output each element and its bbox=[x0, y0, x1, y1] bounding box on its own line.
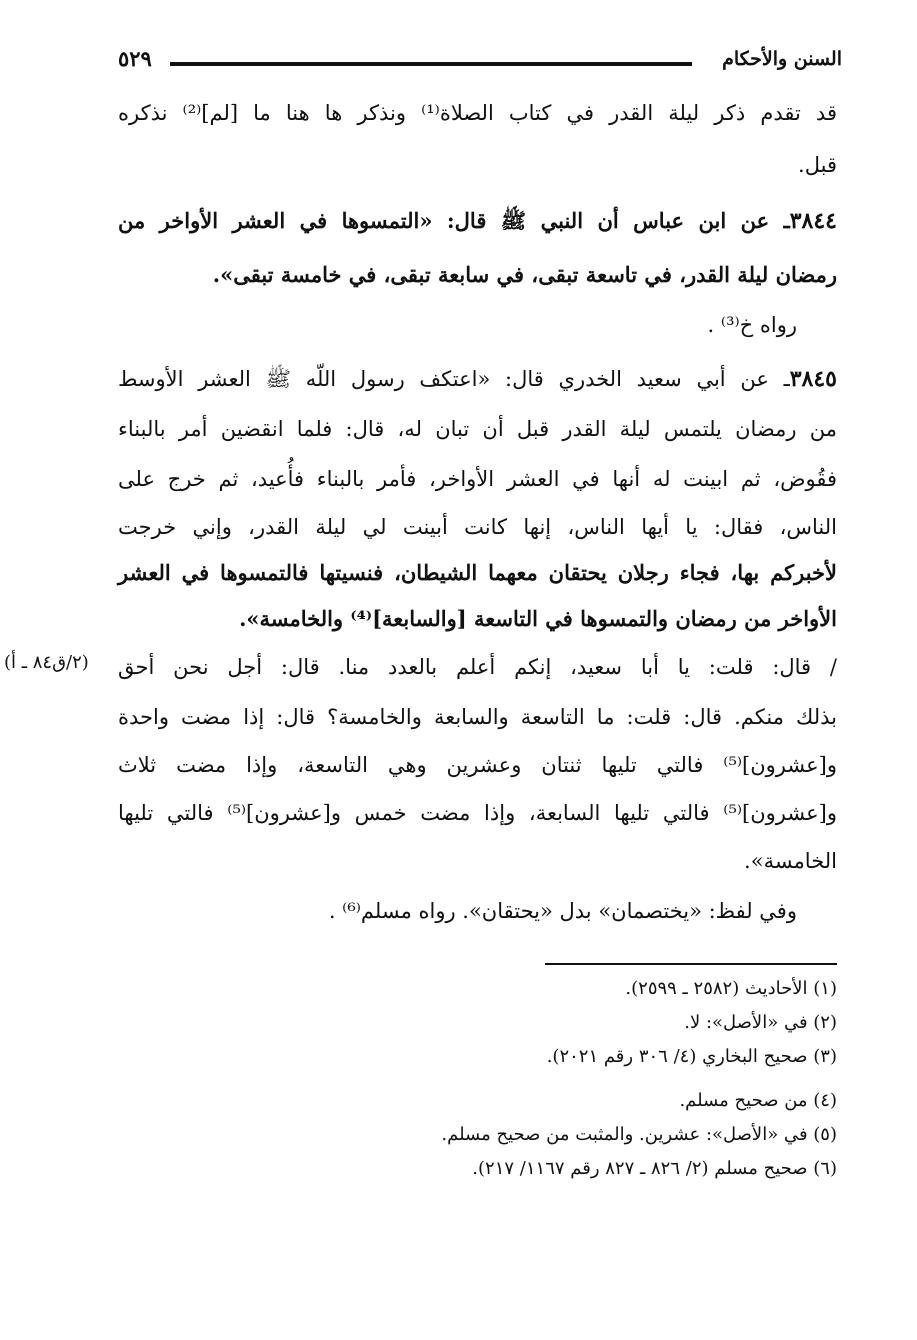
hadith-3845-line-4: الناس، فقال: يا أيها الناس، إنها كانت أبينت لي ليلة القدر، وإني خرجت bbox=[118, 515, 837, 539]
hadith-3845-line-8: بذلك منكم. قال: قلت: ما التاسعة والسابعة والخامسة؟ قال: إذا مضت واحدة bbox=[118, 705, 837, 729]
hadith-3845-line-1: ٣٨٤٥ـ عن أبي سعيد الخدري قال: «اعتكف رسول اللّه ﷺ العشر الأوسط bbox=[118, 366, 837, 392]
footnote: (٥) في «الأصل»: عشرين. والمثبت من صحيح مسلم. bbox=[441, 1124, 837, 1145]
intro-line: قبل. bbox=[798, 153, 837, 177]
hadith-3845-line-11: الخامسة». bbox=[744, 849, 837, 873]
hadith-3845-line-3: فقُوض، ثم ابينت له أنها في العشر الأواخر، فأمر بالبناء فأُعيد، ثم خرج على bbox=[118, 467, 837, 491]
footnote: (١) الأحاديث (٢٥٨٢ ـ ٢٥٩٩). bbox=[625, 978, 837, 999]
footnote: (٢) في «الأصل»: لا. bbox=[684, 1012, 837, 1033]
hadith-3844-line-2: رمضان ليلة القدر، في تاسعة تبقى، في سابعة تبقى، في خامسة تبقى». bbox=[212, 262, 837, 287]
hadith-3845-line-7: / قال: قلت: يا أبا سعيد، إنكم أعلم بالعدد منا. قال: أجل نحن أحق bbox=[118, 655, 837, 679]
footnote: (٣) صحيح البخاري (٤/ ٣٠٦ رقم ٢٠٢١). bbox=[546, 1046, 837, 1067]
running-title: السنن والأحكام bbox=[722, 48, 842, 70]
hadith-number: ٣٨٤٥ bbox=[789, 366, 837, 392]
hadith-3845-line-9: و[عشرون]⁽⁵⁾ فالتي تليها ثنتان وعشرين وهي التاسعة، وإذا مضت ثلاث bbox=[118, 753, 837, 777]
footnote-separator bbox=[545, 963, 837, 965]
manuscript-folio-note: (٢/ق٨٤ ـ أ) bbox=[4, 652, 89, 673]
hadith-3845-line-6: الأواخر من رمضان والتمسوها في التاسعة [والسابعة]⁽⁴⁾ والخامسة». bbox=[239, 606, 837, 631]
hadith-3845-line-5: لأخبركم بها، فجاء رجلان يحتقان معهما الشيطان، فنسيتها فالتمسوها في العشر bbox=[118, 560, 837, 585]
intro-line: قد تقدم ذكر ليلة القدر في كتاب الصلاة⁽¹⁾ ونذكر ها هنا ما [لم]⁽²⁾ نذكره bbox=[118, 101, 837, 125]
hadith-number: ٣٨٤٤ bbox=[789, 208, 837, 234]
hadith-3845-line-12: وفي لفظ: «يختصمان» بدل «يحتقان». رواه مسلم⁽⁶⁾ . bbox=[328, 899, 797, 923]
page-number: ٥٢٩ bbox=[118, 46, 152, 71]
hadith-3844-line-1: ٣٨٤٤ـ عن ابن عباس أن النبي ﷺ قال: «التمسوها في العشر الأواخر من bbox=[118, 208, 837, 234]
hadith-3844-line-3: رواه خ⁽³⁾ . bbox=[707, 313, 797, 337]
hadith-3845-line-2: من رمضان يلتمس ليلة القدر قبل أن تبان له، قال: فلما انقضين أمر بالبناء bbox=[118, 417, 837, 441]
footnote: (٤) من صحيح مسلم. bbox=[679, 1090, 837, 1111]
footnote: (٦) صحيح مسلم (٢/ ٨٢٦ ـ ٨٢٧ رقم ١١٦٧/ ٢١٧). bbox=[472, 1158, 837, 1179]
hadith-3845-line-10: و[عشرون]⁽⁵⁾ فالتي تليها السابعة، وإذا مضت خمس و[عشرون]⁽⁵⁾ فالتي تليها bbox=[118, 801, 837, 825]
